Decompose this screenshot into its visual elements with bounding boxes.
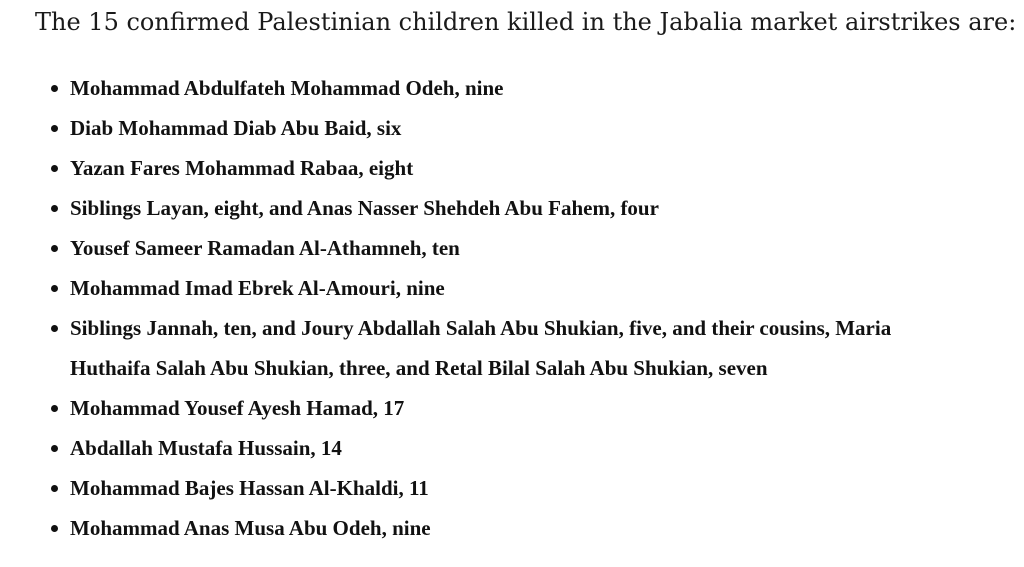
bullet-icon xyxy=(51,205,58,212)
list-item-text: Mohammad Imad Ebrek Al-Amouri, nine xyxy=(70,276,445,300)
list-item xyxy=(70,148,960,188)
list-item xyxy=(70,388,960,428)
list-item xyxy=(70,108,960,148)
bullet-icon xyxy=(51,125,58,132)
bullet-icon xyxy=(51,85,58,92)
bullet-icon xyxy=(51,405,58,412)
bullet-icon xyxy=(51,245,58,252)
list-item xyxy=(70,468,960,508)
list-item-text: Mohammad Anas Musa Abu Odeh, nine xyxy=(70,516,431,540)
list-item xyxy=(70,188,960,228)
list-item-text: Abdallah Mustafa Hussain, 14 xyxy=(70,436,342,460)
article-heading: The 15 confirmed Palestinian children killed in the Jabalia market airstrikes are: xyxy=(35,8,1017,36)
bullet-icon xyxy=(51,445,58,452)
list-item-text: Mohammad Yousef Ayesh Hamad, 17 xyxy=(70,396,405,420)
list-item-text: Mohammad Abdulfateh Mohammad Odeh, nine xyxy=(70,76,504,100)
bullet-icon xyxy=(51,485,58,492)
children-list xyxy=(35,68,960,548)
list-item xyxy=(70,228,960,268)
list-item xyxy=(70,68,960,108)
list-item-text: Yousef Sameer Ramadan Al-Athamneh, ten xyxy=(70,236,460,260)
list-item xyxy=(70,268,960,308)
list-item xyxy=(70,428,960,468)
list-item-text: Diab Mohammad Diab Abu Baid, six xyxy=(70,116,402,140)
list-item xyxy=(70,508,960,548)
list-item-text: Mohammad Bajes Hassan Al-Khaldi, 11 xyxy=(70,476,429,500)
list-item-text: Siblings Layan, eight, and Anas Nasser Shehdeh Abu Fahem, four xyxy=(70,196,659,220)
list-item-text: Siblings Jannah, ten, and Joury Abdallah Salah Abu Shukian, five, and their cousins, Maria Huthaifa Salah Abu Shukian, three, and Retal Bilal Salah Abu Shukian, seven xyxy=(70,316,892,380)
bullet-icon xyxy=(51,165,58,172)
list-item xyxy=(70,308,960,388)
bullet-icon xyxy=(51,325,58,332)
list-item-text: Yazan Fares Mohammad Rabaa, eight xyxy=(70,156,414,180)
bullet-icon xyxy=(51,525,58,532)
bullet-icon xyxy=(51,285,58,292)
